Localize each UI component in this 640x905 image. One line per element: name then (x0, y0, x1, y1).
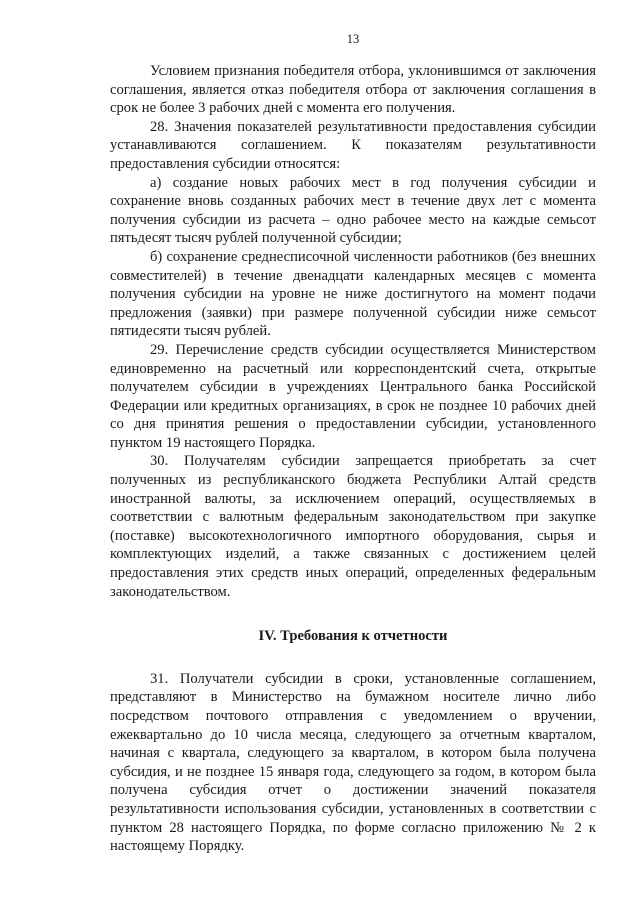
paragraph-29-transfer-of-funds: 29. Перечисление средств субсидии осуществляется Министерством единовременно на расчетный или корреспондентский счета, открытые получателем субсидии в учреждениях Центрального банка Российской Федерации или кредитных организациях, в срок не позднее 10 рабочих дней со дня принятия решения о предоставлении субсидии, установленного пунктом 19 настоящего Порядка. (110, 341, 596, 451)
paragraph-winner-evasion-condition: Условием признания победителя отбора, уклонившимся от заключения соглашения, является отказ победителя отбора от заключения соглашения в срок не более 3 рабочих дней с момента его получения. (110, 63, 596, 117)
document-body (110, 62, 596, 856)
paragraph-28-performance-indicators: 28. Значения показателей результативности предоставления субсидии устанавливаются соглашением. К показателям результативности предоставления субсидии относятся: (110, 118, 596, 172)
section-heading: IV. Требования к отчетности (258, 628, 448, 645)
document-page (110, 0, 596, 905)
paragraph-28-item-b: б) сохранение среднесписочной численности работников (без внешних совместителей) в течение двенадцати календарных месяцев с момента получения субсидии на уровне не ниже достигнутого на момент подачи предложения (заявки) при размере полученной субсидии ниже семьсот пятидесяти тысяч рублей. (110, 248, 596, 340)
paragraph-30-currency-prohibition: 30. Получателям субсидии запрещается приобретать за счет полученных из республиканского бюджета Республики Алтай средств иностранной валюты, за исключением операций, осуществляемых в соответствии с валютным федеральным законодательством при закупке (поставке) высокотехнологичного импортного оборудования, сырья и комплектующих изделий, а также связанных с достижением целей предоставления этих средств иных операций, определенных федеральным законодательством. (110, 453, 596, 600)
paragraph-28-item-a: а) создание новых рабочих мест в год получения субсидии и сохранение вновь созданных рабочих мест в течение двух лет с момента получения субсидии из расчета – одно рабочее место на каждые семьсот пятьдесят тысяч рублей полученной субсидии; (110, 174, 596, 247)
paragraph-31-reporting: 31. Получатели субсидии в сроки, установленные соглашением, представляют в Министерство на бумажном носителе лично либо посредством почтового отправления с уведомлением о вручении, ежеквартально до 10 числа месяца, следующего за отчетным кварталом, начиная с квартала, следующего за кварталом, в котором была получена субсидия, и не позднее 15 января года, следующего за годом, в котором была получена субсидия отчет о достижении значений показателя результативности использования субсидии, установленных в соответствии с пунктом 28 настоящего Порядка, по форме согласно приложению № 2 к настоящему Порядку. (110, 670, 596, 855)
page-number: 13 (346, 32, 360, 46)
